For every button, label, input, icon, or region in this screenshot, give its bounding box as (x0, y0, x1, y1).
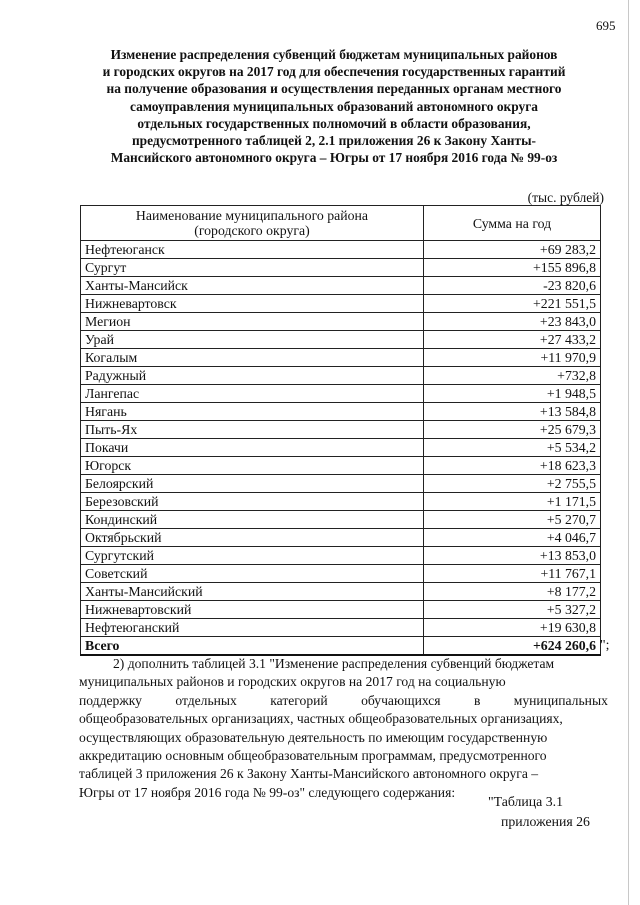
row-name: Сургут (81, 259, 424, 277)
table-row (81, 457, 601, 475)
table-row (81, 367, 601, 385)
row-sum: -23 820,6 (424, 277, 601, 295)
title-line: отдельных государственных полномочий в области образования, (137, 115, 531, 131)
row-sum: +27 433,2 (424, 331, 601, 349)
total-sum: +624 260,6 (424, 637, 601, 656)
table-row (81, 403, 601, 421)
row-name: Кондинский (81, 511, 424, 529)
row-name: Сургутский (81, 547, 424, 565)
header-name-line2: (городского округа) (194, 223, 310, 238)
table-row (81, 277, 601, 295)
row-sum: +11 970,9 (424, 349, 601, 367)
row-sum: +2 755,5 (424, 475, 601, 493)
table-reference-line2: приложения 26 (501, 814, 590, 829)
row-sum: +8 177,2 (424, 583, 601, 601)
row-sum: +1 171,5 (424, 493, 601, 511)
row-name: Лангепас (81, 385, 424, 403)
row-name: Октябрьский (81, 529, 424, 547)
row-name: Пыть-Ях (81, 421, 424, 439)
row-sum: +5 534,2 (424, 439, 601, 457)
row-sum: +19 630,8 (424, 619, 601, 637)
row-name: Советский (81, 565, 424, 583)
table-row (81, 493, 601, 511)
paragraph-line: муниципальных районов и городских округов на 2017 год на социальную (79, 674, 506, 690)
table-row (81, 259, 601, 277)
row-sum: +13 853,0 (424, 547, 601, 565)
title-line: и городских округов на 2017 год для обеспечения государственных гарантий (102, 64, 566, 80)
title-line: Изменение распределения субвенций бюджетам муниципальных районов (110, 47, 558, 62)
table-row (81, 547, 601, 565)
paragraph-line: таблицей 3 приложения 26 к Закону Ханты-Мансийского автономного округа – (79, 766, 539, 782)
row-sum: +4 046,7 (424, 529, 601, 547)
table-row (81, 295, 601, 313)
row-sum: +25 679,3 (424, 421, 601, 439)
title-line: Мансийского автономного округа – Югры от 17 ноября 2016 года № 99-оз (110, 150, 558, 166)
table-body (81, 241, 601, 656)
row-name: Березовский (81, 493, 424, 511)
paragraph-line: аккредитацию основным общеобразовательным программам, предусмотренного (79, 748, 547, 764)
row-name: Ханты-Мансийск (81, 277, 424, 295)
paragraph-line: 2) дополнить таблицей 3.1 "Изменение распределения субвенций бюджетам (113, 656, 555, 671)
table-row (81, 349, 601, 367)
total-label: Всего (81, 637, 424, 656)
row-name: Нягань (81, 403, 424, 421)
title-line: на получение образования и осуществления переданных органам местного (106, 81, 562, 97)
header-sum: Сумма на год (424, 206, 601, 241)
row-sum: +1 948,5 (424, 385, 601, 403)
row-sum: +13 584,8 (424, 403, 601, 421)
row-name: Радужный (81, 367, 424, 385)
page-number: 695 (596, 18, 616, 33)
amendment-paragraph (79, 655, 608, 802)
table-row (81, 421, 601, 439)
table-reference-line1: "Таблица 3.1 (488, 794, 563, 809)
row-name: Нижневартовский (81, 601, 424, 619)
row-name: Ханты-Мансийский (81, 583, 424, 601)
row-name: Покачи (81, 439, 424, 457)
row-name: Когалым (81, 349, 424, 367)
table-row (81, 601, 601, 619)
header-name-line1: Наименование муниципального района (135, 208, 369, 223)
row-name: Урай (81, 331, 424, 349)
table-row (81, 565, 601, 583)
row-name: Югорск (81, 457, 424, 475)
table-row (81, 583, 601, 601)
title-line: предусмотренного таблицей 2, 2.1 приложения 26 к Закону Ханты- (131, 133, 537, 149)
row-sum: +18 623,3 (424, 457, 601, 475)
row-sum: +221 551,5 (424, 295, 601, 313)
subvention-table (80, 205, 601, 656)
page-edge-line (628, 0, 629, 905)
table-header-row (81, 206, 601, 241)
header-name (81, 206, 424, 241)
row-name: Нефтеюганский (81, 619, 424, 637)
row-sum: +23 843,0 (424, 313, 601, 331)
row-name: Нефтеюганск (81, 241, 424, 259)
table-row (81, 385, 601, 403)
table-row (81, 619, 601, 637)
table-row (81, 439, 601, 457)
table-reference (488, 792, 608, 832)
row-sum: +11 767,1 (424, 565, 601, 583)
paragraph-line: поддержку отдельных категорий обучающихся в муниципальных (79, 692, 608, 708)
units-label: (тыс. рублей) (527, 190, 604, 205)
table-row (81, 511, 601, 529)
table-row (81, 475, 601, 493)
paragraph-line: осуществляющих образовательную деятельность по имеющим государственную (79, 729, 548, 745)
paragraph-line: общеобразовательных организациях, частных общеобразовательных организациях, (79, 711, 563, 727)
document-title (48, 46, 620, 166)
row-sum: +69 283,2 (424, 241, 601, 259)
table-row (81, 529, 601, 547)
total-row (81, 637, 601, 656)
row-sum: +732,8 (424, 367, 601, 385)
table-row (81, 331, 601, 349)
table-row (81, 313, 601, 331)
paragraph-line: Югры от 17 ноября 2016 года № 99-оз" следующего содержания: (79, 784, 456, 800)
title-line: самоуправления муниципальных образований автономного округа (130, 98, 538, 114)
row-name: Нижневартовск (81, 295, 424, 313)
table-closing-mark: "; (600, 637, 610, 652)
row-sum: +5 327,2 (424, 601, 601, 619)
row-name: Белоярский (81, 475, 424, 493)
row-sum: +155 896,8 (424, 259, 601, 277)
row-sum: +5 270,7 (424, 511, 601, 529)
table-row (81, 241, 601, 259)
row-name: Мегион (81, 313, 424, 331)
